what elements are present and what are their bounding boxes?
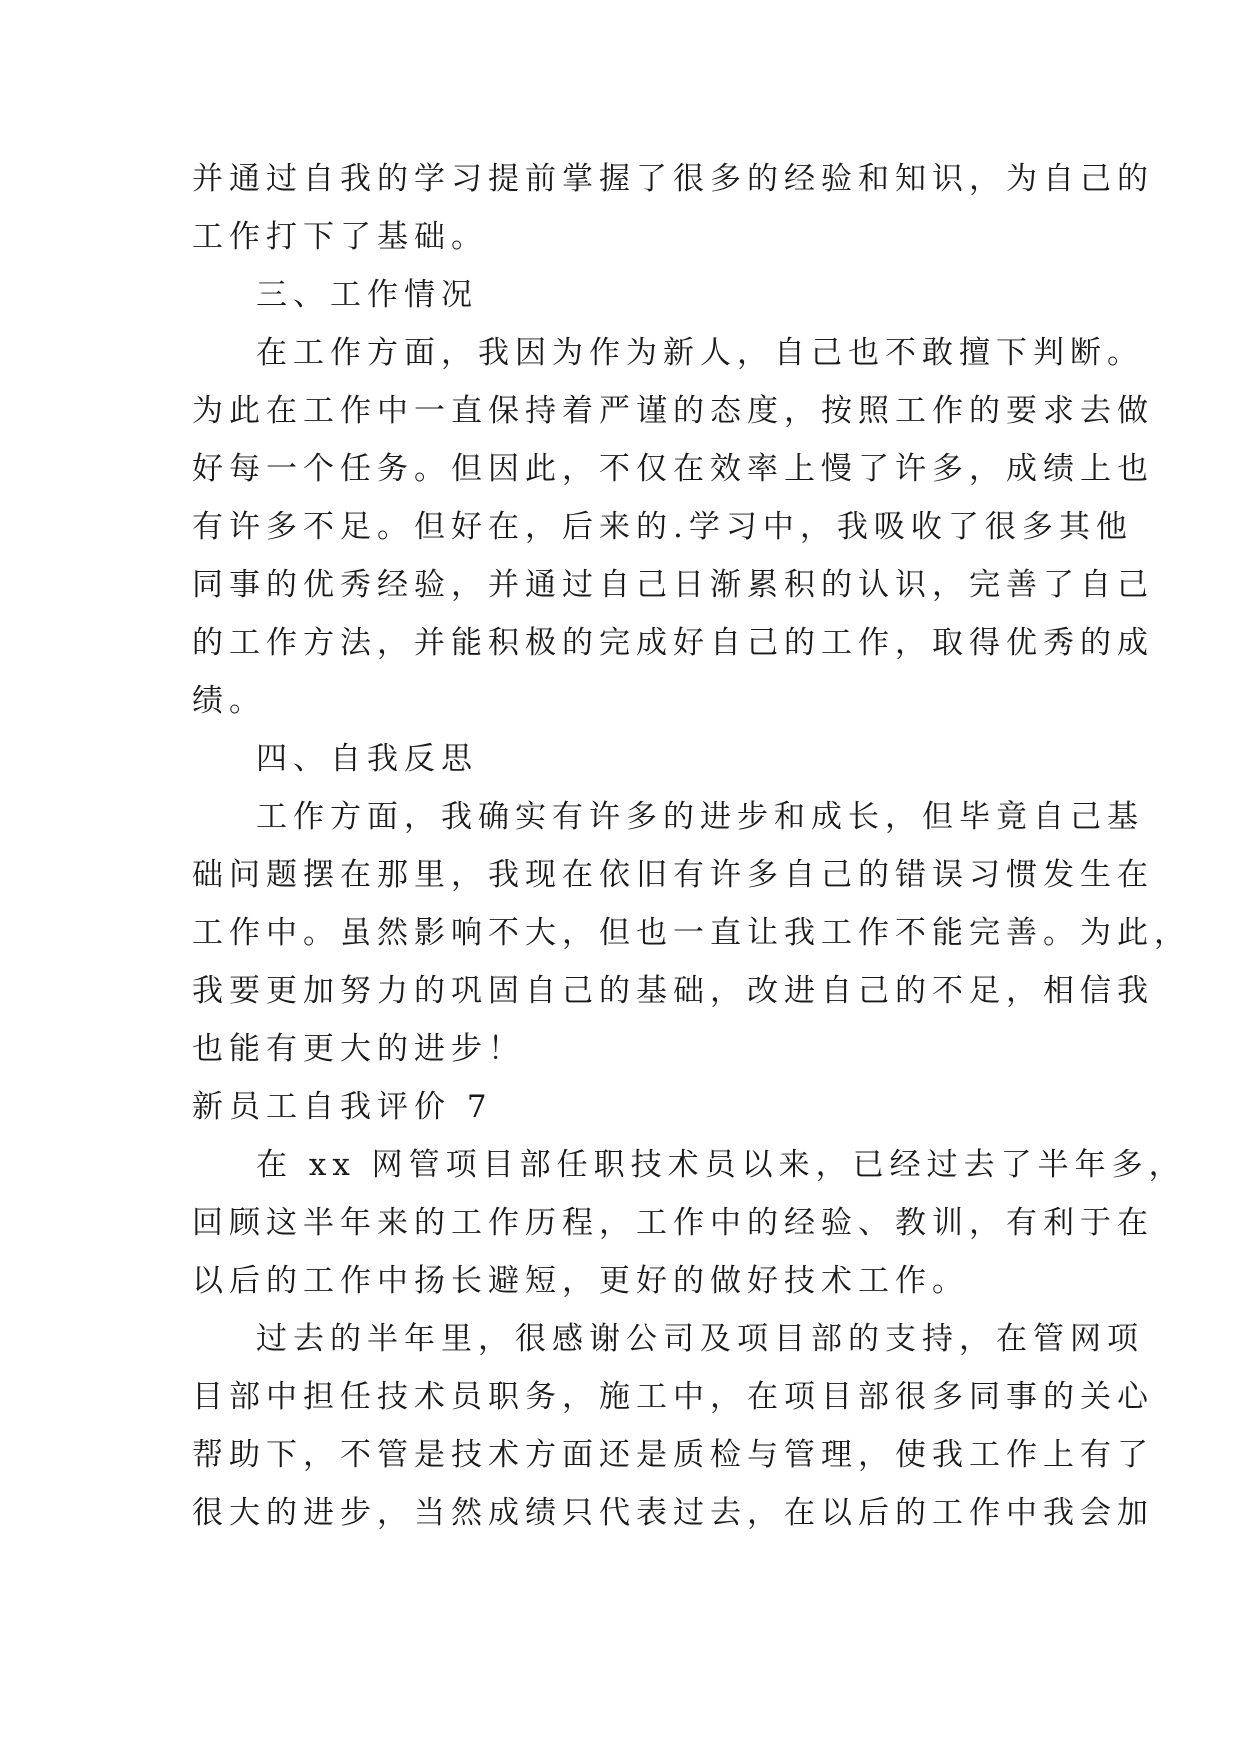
text-line: 目部中担任技术员职务，施工中，在项目部很多同事的关心: [192, 1379, 1154, 1415]
text-line: 在工作方面，我因为作为新人，自己也不敢擅下判断。: [256, 335, 1144, 371]
text-line: 回顾这半年来的工作历程，工作中的经验、教训，有利于在: [192, 1205, 1154, 1241]
text-line: 础问题摆在那里，我现在依旧有许多自己的错误习惯发生在: [192, 857, 1154, 893]
text-line: 很大的进步，当然成绩只代表过去，在以后的工作中我会加: [192, 1495, 1154, 1531]
text-line: 帮助下，不管是技术方面还是质检与管理，使我工作上有了: [192, 1437, 1154, 1473]
text-line: 的工作方法，并能积极的完成好自己的工作，取得优秀的成: [192, 625, 1154, 661]
text-line: 工作中。虽然影响不大，但也一直让我工作不能完善。为此，: [192, 915, 1191, 951]
text-line: 好每一个任务。但因此，不仅在效率上慢了许多，成绩上也: [192, 451, 1154, 487]
section-heading: 三、工作情况: [256, 277, 478, 313]
text-line: 过去的半年里，很感谢公司及项目部的支持，在管网项: [256, 1321, 1144, 1357]
text-line: 在 xx 网管项目部任职技术员以来，已经过去了半年多，: [256, 1147, 1186, 1183]
text-line: 工作方面，我确实有许多的进步和成长，但毕竟自己基: [256, 799, 1144, 835]
text-line: 同事的优秀经验，并通过自己日渐累积的认识，完善了自己: [192, 567, 1154, 603]
section-heading: 四、自我反思: [256, 741, 478, 777]
text-line: 绩。: [192, 683, 266, 719]
text-line: 并通过自我的学习提前掌握了很多的经验和知识，为自己的: [192, 161, 1154, 197]
text-line: 我要更加努力的巩固自己的基础，改进自己的不足，相信我: [192, 973, 1154, 1009]
text-line: 也能有更大的进步！: [192, 1031, 525, 1067]
text-line: 以后的工作中扬长避短，更好的做好技术工作。: [192, 1263, 969, 1299]
text-line: 工作打下了基础。: [192, 219, 488, 255]
text-line: 有许多不足。但好在，后来的.学习中，我吸收了很多其他: [192, 509, 1133, 545]
article-title: 新员工自我评价 7: [192, 1089, 493, 1125]
document-body: [192, 150, 1191, 1542]
text-line: 为此在工作中一直保持着严谨的态度，按照工作的要求去做: [192, 393, 1154, 429]
